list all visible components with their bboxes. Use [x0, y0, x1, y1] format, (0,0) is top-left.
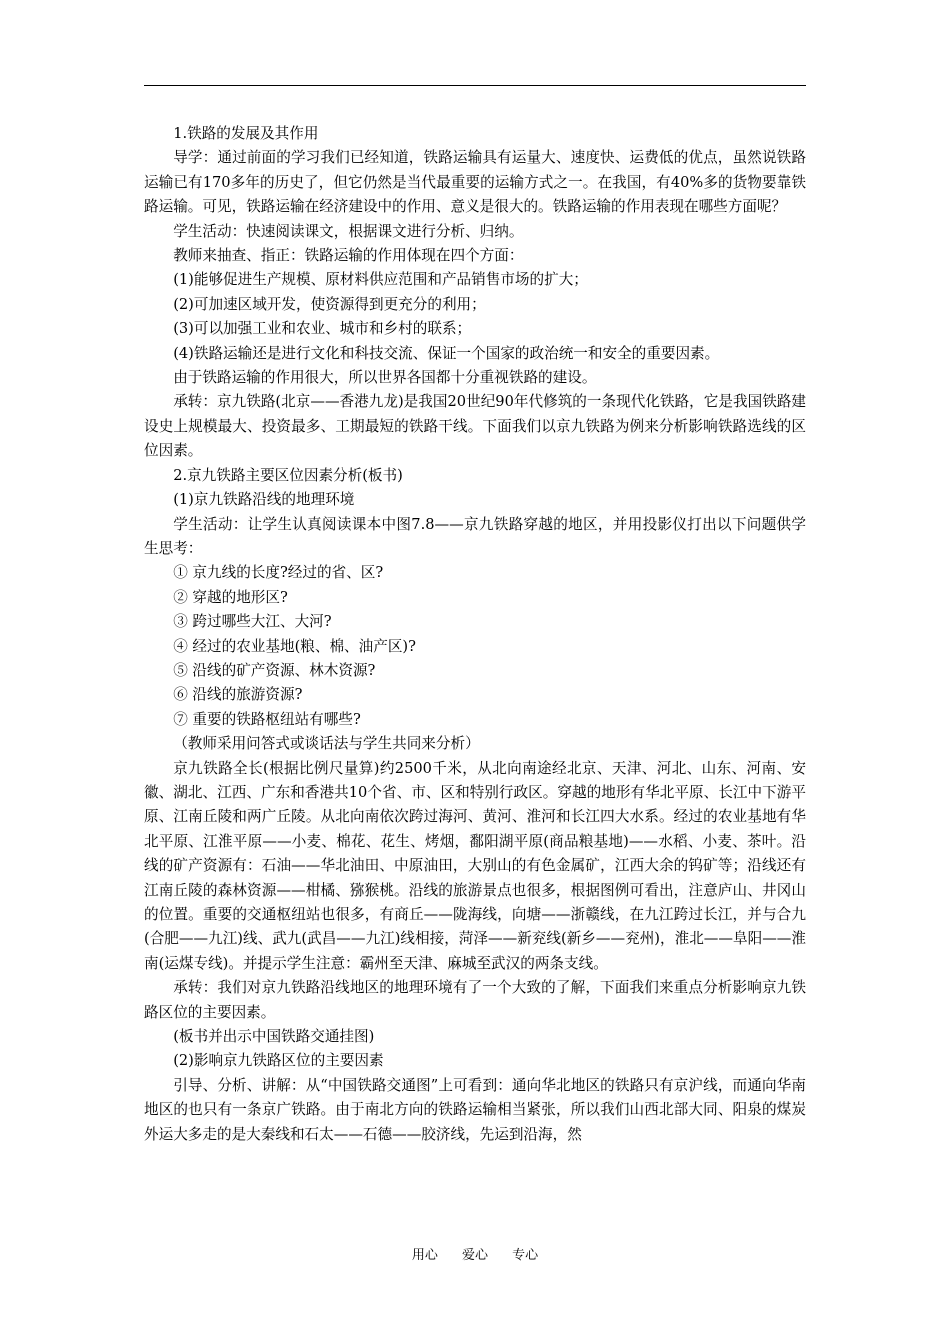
question-item: ⑦ 重要的铁路枢纽站有哪些?	[173, 710, 361, 728]
paragraph: 导学：通过前面的学习我们已经知道，铁路运输具有运量大、速度快、运费低的优点，虽然说铁路运输已有170多年的历史了，但它仍然是当代最重要的运输方式之一。在我国，有40%多的货物要靠铁路运输。可见，铁路运输在经济建设中的作用、意义是很大的。铁路运输的作用表现在哪些方面呢？	[144, 149, 806, 216]
paragraph: （教师采用问答式或谈话法与学生共同来分析）	[173, 735, 480, 753]
paragraph: 承转：我们对京九铁路沿线地区的地理环境有了一个大致的了解，下面我们来重点分析影响京九铁路区位的主要因素。	[144, 979, 806, 1021]
list-item: (3)可以加强工业和农业、城市和乡村的联系；	[173, 320, 472, 338]
question-item: ① 京九线的长度?经过的省、区?	[173, 564, 384, 582]
paragraph: 学生活动：快速阅读课文，根据课文进行分析、归纳。	[173, 222, 524, 240]
section-heading-1: 1.铁路的发展及其作用	[173, 125, 319, 142]
paragraph: 引导、分析、讲解：从“中国铁路交通图”上可看到：通向华北地区的铁路只有京沪线，而通向华南地区的也只有一条京广铁路。由于南北方向的铁路运输相当紧张，所以我们山西北部大同、阳泉的煤炭外运大多走的是大秦线和石太——石德——胶济线，先运到沿海，然	[144, 1076, 806, 1143]
paragraph: 学生活动：让学生认真阅读课本中图7.8——京九铁路穿越的地区，并用投影仪打出以下问题供学生思考：	[144, 515, 806, 557]
list-item: (1)能够促进生产规模、原材料供应范围和产品销售市场的扩大；	[173, 271, 588, 289]
footer-word: 用心	[411, 1248, 438, 1263]
paragraph: 由于铁路运输的作用很大，所以世界各国都十分重视铁路的建设。	[173, 369, 597, 387]
question-item: ④ 经过的农业基地(粮、棉、油产区)?	[173, 637, 416, 655]
footer-word: 专心	[512, 1248, 539, 1263]
paragraph: 教师来抽查、指正：铁路运输的作用体现在四个方面：	[173, 247, 524, 265]
question-item: ③ 跨过哪些大江、大河?	[173, 613, 332, 631]
paragraph: (板书并出示中国铁路交通挂图)	[173, 1028, 375, 1046]
page-footer	[0, 1246, 950, 1266]
list-item: (2)可加速区域开发，使资源得到更充分的利用；	[173, 295, 486, 313]
question-item: ⑤ 沿线的矿产资源、林木资源?	[173, 661, 376, 679]
question-item: ⑥ 沿线的旅游资源?	[173, 686, 303, 704]
list-item: (4)铁路运输还是进行文化和科技交流、保证一个国家的政治统一和安全的重要因素。	[173, 344, 720, 362]
paragraph: 承转：京九铁路(北京——香港九龙)是我国20世纪90年代修筑的一条现代化铁路，它是我国铁路建设史上规模最大、投资最多、工期最短的铁路干线。下面我们以京九铁路为例来分析影响铁路选线的区位因素。	[144, 393, 806, 460]
footer-word: 爱心	[461, 1248, 488, 1263]
document-body	[144, 122, 806, 1147]
paragraph: 京九铁路全长(根据比例尺量算)约2500千米，从北向南途经北京、天津、河北、山东、河南、安徽、湖北、江西、广东和香港共10个省、市、区和特别行政区。穿越的地形有华北平原、长江中下游平原、江南丘陵和两广丘陵。从北向南依次跨过海河、黄河、淮河和长江四大水系。经过的农业基地有华北平原、江淮平原——小麦、棉花、花生、烤烟，鄱阳湖平原(商品粮基地)——水稻、小麦、茶叶。沿线的矿产资源有：石油——华北油田、中原油田，大别山的有色金属矿，江西大余的钨矿等；沿线还有江南丘陵的森林资源——柑橘、猕猴桃。沿线的旅游景点也很多，根据图例可看出，注意庐山、井冈山的位置。重要的交通枢纽站也很多，有商丘——陇海线，向塘——浙赣线，在九江跨过长江，并与合九(合肥——九江)线、武九(武昌——九江)线相接，菏泽——新兖线(新乡——兖州)，淮北——阜阳——淮南(运煤专线)。并提示学生注意：霸州至天津、麻城至武汉的两条支线。	[144, 759, 806, 972]
subsection-heading: (2)影响京九铁路区位的主要因素	[173, 1052, 384, 1070]
header-rule	[144, 85, 806, 86]
section-heading-2: 2.京九铁路主要区位因素分析(板书)	[173, 466, 403, 484]
subsection-heading: (1)京九铁路沿线的地理环境	[173, 491, 355, 509]
question-item: ② 穿越的地形区?	[173, 588, 288, 606]
